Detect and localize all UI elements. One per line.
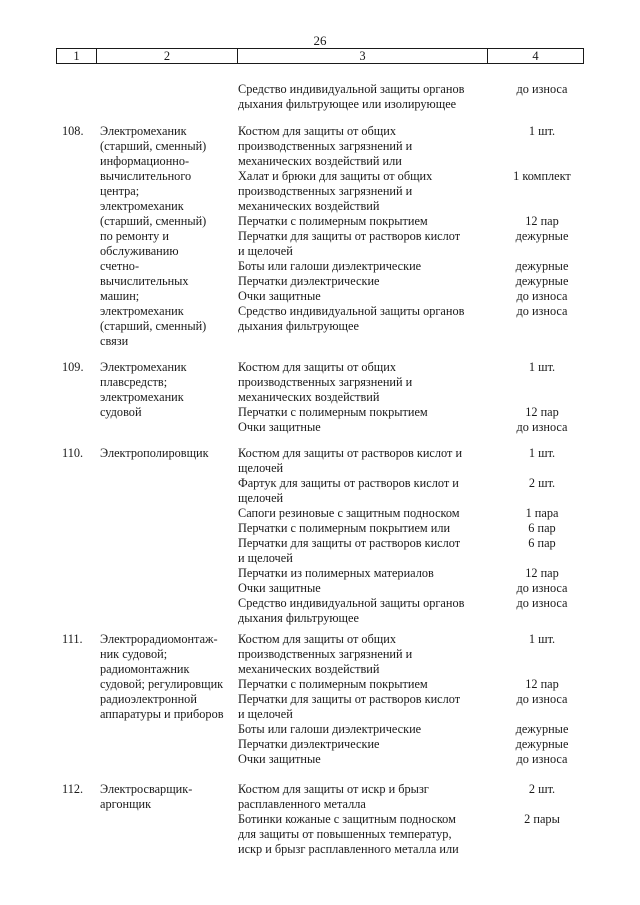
ppe-item-line: механических воздействий — [238, 199, 380, 213]
profession-name-line: Электросварщик- — [100, 782, 193, 796]
profession-name-line: вычислительных — [100, 274, 189, 288]
row-number: 108. — [62, 124, 84, 138]
profession-name-line: по ремонту и — [100, 229, 169, 243]
profession-name-line: электромеханик — [100, 199, 184, 213]
row-number: 109. — [62, 360, 84, 374]
ppe-item-line: механических воздействий — [238, 662, 380, 676]
ppe-item-line: Сапоги резиновые с защитным подноском — [238, 506, 460, 520]
ppe-item-line: Очки защитные — [238, 289, 321, 303]
ppe-item-line: Очки защитные — [238, 581, 321, 595]
ppe-item-line: Перчатки из полимерных материалов — [238, 566, 434, 580]
issue-norm: до износа — [516, 596, 568, 610]
issue-norm: 1 шт. — [528, 360, 556, 374]
profession-name-line: ник судовой; — [100, 647, 168, 661]
ppe-item-line: Перчатки для защиты от растворов кислот — [238, 229, 461, 243]
issue-norm: дежурные — [515, 722, 569, 736]
profession-name-line: вычислительного — [100, 169, 192, 183]
issue-norm: 2 шт. — [528, 476, 556, 490]
issue-norm: 6 пар — [528, 536, 556, 550]
ppe-item-line: производственных загрязнений и — [238, 647, 413, 661]
issue-norm: дежурные — [515, 229, 569, 243]
issue-norm: 12 пар — [525, 405, 559, 419]
ppe-item-line: и щелочей — [238, 707, 293, 721]
ppe-item-line: Ботинки кожаные с защитным подноском — [238, 812, 456, 826]
row-number: 112. — [62, 782, 84, 796]
profession-name-line: (старший, сменный) — [100, 139, 207, 153]
issue-norm: 1 шт. — [528, 632, 556, 646]
issue-norm: до износа — [516, 420, 568, 434]
ppe-item-line: Перчатки с полимерным покрытием или — [238, 521, 451, 535]
profession-name-line: информационно- — [100, 154, 190, 168]
row-number: 110. — [62, 446, 84, 460]
ppe-item-line: Фартук для защиты от растворов кислот и — [238, 476, 459, 490]
profession-name-line: судовой — [100, 405, 142, 419]
profession-name-line: Электрорадиомонтаж- — [100, 632, 218, 646]
ppe-item-line: производственных загрязнений и — [238, 139, 413, 153]
ppe-item-line: Очки защитные — [238, 752, 321, 766]
issue-norm: 12 пар — [525, 214, 559, 228]
row-number: 111. — [62, 632, 83, 646]
issue-norm: 2 пары — [524, 812, 560, 826]
ppe-item-line: Костюм для защиты от общих — [238, 360, 396, 374]
column-header-1: 1 — [57, 49, 97, 63]
profession-name-line: Электрополировщик — [100, 446, 209, 460]
issue-norm: дежурные — [515, 737, 569, 751]
column-header-4: 4 — [532, 49, 539, 63]
ppe-item-line: Перчатки с полимерным покрытием — [238, 677, 428, 691]
ppe-item-line: расплавленного металла — [238, 797, 366, 811]
column-header-row — [56, 48, 584, 64]
ppe-item-line: Костюм для защиты от растворов кислот и — [238, 446, 463, 460]
ppe-item-line: Костюм для защиты от искр и брызг — [238, 782, 429, 796]
profession-name-line: (старший, сменный) — [100, 319, 207, 333]
issue-norm: 6 пар — [528, 521, 556, 535]
ppe-item-line: Халат и брюки для защиты от общих — [238, 169, 433, 183]
ppe-item-line: производственных загрязнений и — [238, 184, 413, 198]
issue-norm: до износа — [516, 304, 568, 318]
profession-name-line: плавсредств; — [100, 375, 168, 389]
ppe-item-line: Средство индивидуальной защиты органов — [238, 304, 465, 318]
ppe-item-line: Очки защитные — [238, 420, 321, 434]
ppe-item-line: щелочей — [238, 491, 284, 505]
profession-name-line: электромеханик — [100, 390, 184, 404]
issue-norm: 1 комплект — [513, 169, 571, 183]
issue-norm: 12 пар — [525, 677, 559, 691]
issue-norm: до износа — [516, 692, 568, 706]
ppe-item-line: щелочей — [238, 461, 284, 475]
profession-name-line: радиоэлектронной — [100, 692, 197, 706]
profession-name-line: аппаратуры и приборов — [100, 707, 224, 721]
issue-norm: 1 пара — [525, 506, 559, 520]
profession-name-line: машин; — [100, 289, 140, 303]
issue-norm: до износа — [516, 581, 568, 595]
ppe-item-line: дыхания фильтрующее или изолирующее — [238, 97, 457, 111]
issue-norm: 2 шт. — [528, 782, 556, 796]
profession-name-line: связи — [100, 334, 129, 348]
issue-norm: дежурные — [515, 274, 569, 288]
ppe-item-line: Средство индивидуальной защиты органов — [238, 596, 465, 610]
profession-name-line: центра; — [100, 184, 140, 198]
ppe-item-line: Перчатки диэлектрические — [238, 274, 380, 288]
ppe-item-line: Костюм для защиты от общих — [238, 632, 396, 646]
issue-norm: 12 пар — [525, 566, 559, 580]
ppe-item-line: Перчатки с полимерным покрытием — [238, 214, 428, 228]
ppe-item-line: и щелочей — [238, 551, 293, 565]
issue-norm: 1 шт. — [528, 446, 556, 460]
ppe-item-line: Боты или галоши диэлектрические — [238, 722, 422, 736]
profession-name-line: электромеханик — [100, 304, 184, 318]
profession-name-line: обслуживанию — [100, 244, 179, 258]
column-header-3: 3 — [238, 49, 488, 63]
ppe-item-line: Перчатки для защиты от растворов кислот — [238, 692, 461, 706]
issue-norm: 1 шт. — [528, 124, 556, 138]
profession-name-line: (старший, сменный) — [100, 214, 207, 228]
ppe-item-line: и щелочей — [238, 244, 293, 258]
issue-norm: до износа — [516, 289, 568, 303]
issue-norm: до износа — [516, 752, 568, 766]
issue-norm: до износа — [516, 82, 568, 96]
ppe-item-line: Костюм для защиты от общих — [238, 124, 396, 138]
page-number: 26 — [313, 33, 327, 48]
profession-name-line: Электромеханик — [100, 124, 187, 138]
profession-name-line: судовой; регулировщик — [100, 677, 224, 691]
ppe-item-line: механических воздействий или — [238, 154, 402, 168]
ppe-item-line: Перчатки для защиты от растворов кислот — [238, 536, 461, 550]
ppe-item-line: механических воздействий — [238, 390, 380, 404]
profession-name-line: радиомонтажник — [100, 662, 190, 676]
profession-name-line: счетно- — [100, 259, 140, 273]
ppe-item-line: Перчатки диэлектрические — [238, 737, 380, 751]
ppe-item-line: искр и брызг расплавленного металла или — [238, 842, 459, 856]
profession-name-line: аргонщик — [100, 797, 152, 811]
ppe-item-line: дыхания фильтрующее — [238, 319, 359, 333]
ppe-item-line: производственных загрязнений и — [238, 375, 413, 389]
profession-name-line: Электромеханик — [100, 360, 187, 374]
ppe-item-line: для защиты от повышенных температур, — [238, 827, 452, 841]
ppe-item-line: Перчатки с полимерным покрытием — [238, 405, 428, 419]
ppe-item-line: Средство индивидуальной защиты органов — [238, 82, 465, 96]
issue-norm: дежурные — [515, 259, 569, 273]
ppe-item-line: дыхания фильтрующее — [238, 611, 359, 625]
column-header-2: 2 — [97, 49, 238, 63]
ppe-item-line: Боты или галоши диэлектрические — [238, 259, 422, 273]
